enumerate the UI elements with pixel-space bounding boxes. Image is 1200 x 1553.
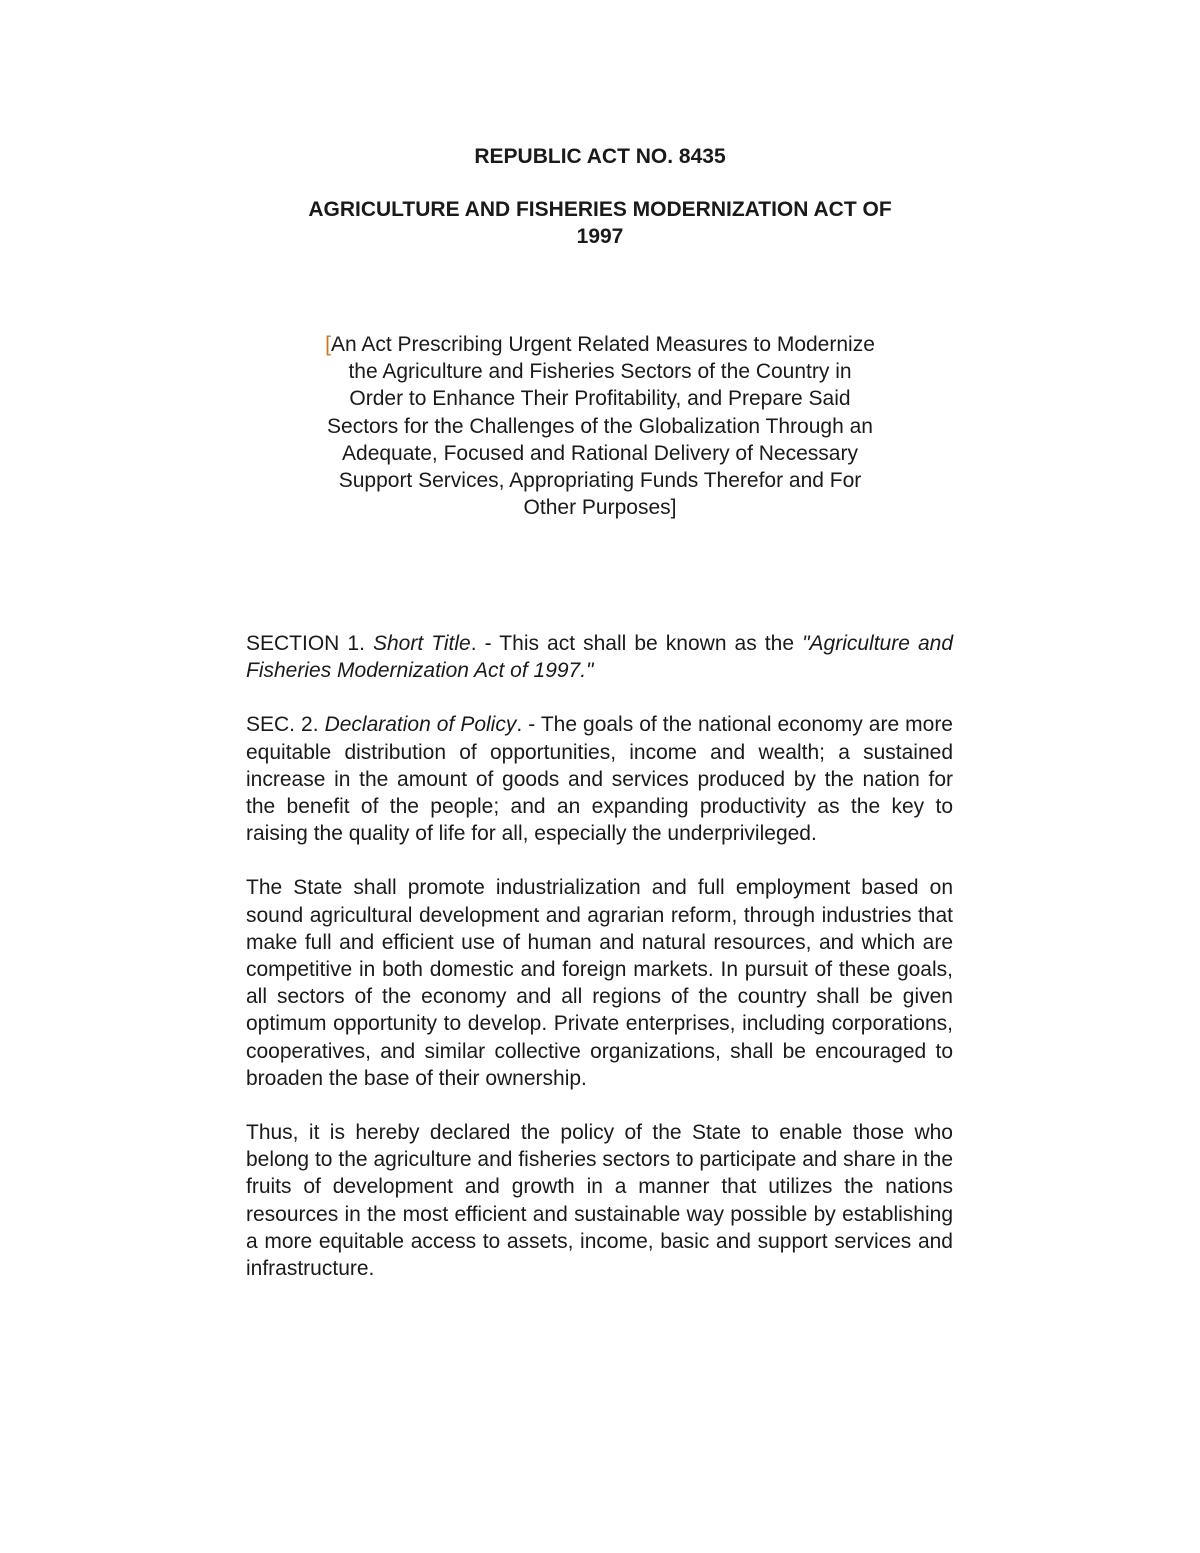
section-2 — [246, 711, 953, 847]
long-title — [320, 331, 880, 521]
section-1 — [246, 630, 953, 684]
section-1-label: SECTION 1. — [246, 632, 373, 655]
act-number-title: REPUBLIC ACT NO. 8435 — [474, 145, 726, 168]
act-name-line1: AGRICULTURE AND FISHERIES MODERNIZATION ACT OF — [308, 198, 892, 221]
long-title-text: An Act Prescribing Urgent Related Measures to Modernize the Agriculture and Fisheries Sectors of the Country in Order to Enhance Their Profitability, and Prepare Said Sectors for the Challenges of the Globalization Through an Adequate, Focused and Rational Delivery of Necessary Support Services, Appropriating Funds Therefor and For Other Purposes] — [327, 333, 875, 520]
section-1-separator: . - This act shall be known as the — [470, 632, 803, 655]
paragraph-4: Thus, it is hereby declared the policy of the State to enable those who belong to the agriculture and fisheries sectors to participate and share in the fruits of development and growth in a manner that utilizes the nations resources in the most efficient and sustainable way possible by establishing a more equitable access to assets, income, basic and support services and infrastructure. — [246, 1121, 953, 1281]
act-name-line2: 1997 — [576, 225, 624, 248]
section-1-heading: Short Title — [372, 632, 471, 655]
act-name-title — [200, 196, 1000, 250]
section-2-heading: Declaration of Policy — [324, 713, 517, 737]
body-text — [246, 630, 953, 1309]
paragraph-3: The State shall promote industrialization and full employment based on sound agricultural development and agrarian reform, through industries that make full and efficient use of human and natural resources, and which are competitive in both domestic and foreign markets. In pursuit of these goals, all sectors of the economy and all regions of the country shall be given optimum opportunity to develop. Private enterprises, including corporations, cooperatives, and similar collective organizations, shall be encouraged to broaden the base of their ownership. — [246, 876, 953, 1090]
open-bracket: [ — [325, 333, 331, 356]
section-2-label: SEC. 2. — [246, 713, 325, 737]
section-2-text: . - The goals of the national economy are more equitable distribution of opportunities, income and wealth; a sustained increase in the amount of goods and services produced by the nation for the benefit of the people; and an expanding productivity as the key to raising the quality of life for all, especially the underprivileged. — [246, 713, 953, 846]
section-1-quote: "Agriculture and Fisheries Modernization Act of 1997." — [246, 632, 953, 683]
